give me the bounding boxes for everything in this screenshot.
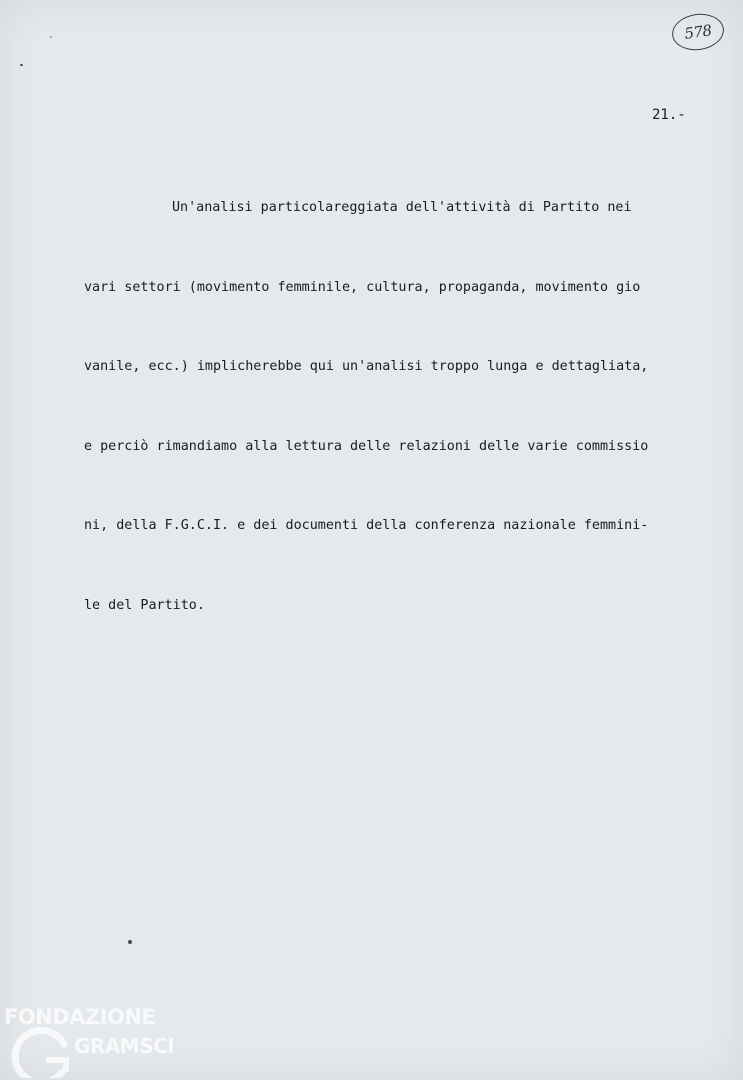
text-line: vari settori (movimento femminile, cultura, propaganda, movimento gio [84,279,641,295]
body-paragraph [84,142,724,672]
text-line: ni, della F.G.C.I. e dei documenti della conferenza nazionale femmini- [84,518,649,533]
ink-speck [128,940,132,944]
ink-speck [20,64,23,66]
ink-speck [50,36,52,38]
watermark-line2: GRAMSCI [74,1034,175,1058]
archive-number-text: 578 [683,21,713,43]
watermark-line1: FONDAZIONE [4,1005,156,1029]
archive-number-stamp [670,11,727,54]
fondazione-gramsci-logo [2,998,187,1078]
text-line: vanile, ecc.) implicherebbe qui un'analisi troppo lunga e dettagliata, [84,359,649,374]
page-number: 21.- [652,107,686,123]
text-line: le del Partito. [84,597,205,613]
text-line: e perciò rimandiamo alla lettura delle relazioni delle varie commissio [84,438,649,454]
text-line: Un'analisi particolareggiata dell'attività di Partito nei [172,200,632,215]
